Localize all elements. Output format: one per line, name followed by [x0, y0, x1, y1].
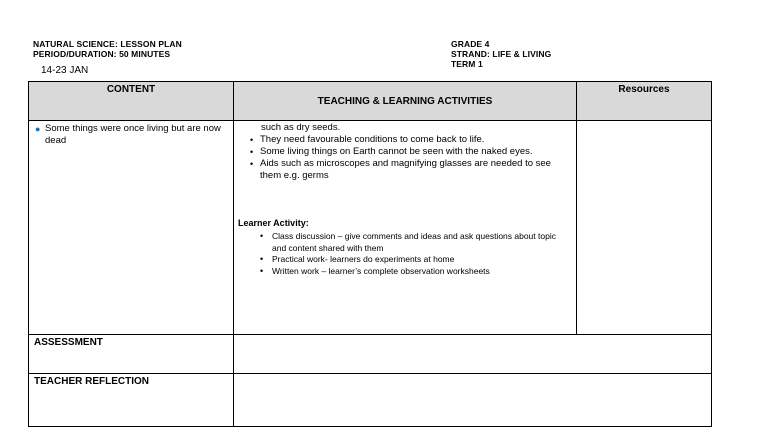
assessment-label: ASSESSMENT — [29, 335, 234, 373]
table-header-row — [29, 82, 712, 121]
learner-activity-list — [234, 231, 576, 277]
bullet-icon: • — [260, 265, 264, 276]
bullet-icon: • — [260, 254, 264, 265]
activities-cell — [234, 121, 577, 335]
period-duration: PERIOD/DURATION: 50 MINUTES — [33, 49, 171, 59]
reflection-row — [29, 373, 712, 426]
assessment-row — [29, 335, 712, 373]
content-item — [29, 121, 233, 147]
list-item: • Some living things on Earth cannot be seen with the naked eyes. — [250, 146, 533, 158]
header-left — [33, 39, 182, 59]
list-item: • Class discussion – give comments and ideas and ask questions about topic and content shared with them — [260, 231, 556, 253]
term-label: TERM 1 — [451, 59, 483, 69]
bullet-icon: • — [260, 231, 264, 242]
list-item: • Written work – learner’s complete observation worksheets — [260, 265, 490, 276]
content-item-text: Some things were once living but are now dead — [45, 123, 221, 147]
bullet-icon: • — [250, 147, 254, 158]
list-item: • They need favourable conditions to come back to life. — [250, 134, 485, 146]
bullet-icon: • — [250, 159, 254, 170]
list-item: • Practical work- learners do experiments at home — [260, 254, 455, 265]
reflection-label: TEACHER REFLECTION — [29, 373, 234, 426]
lesson-plan-table — [28, 81, 712, 427]
header-right — [451, 39, 551, 69]
strand-label: STRAND: LIFE & LIVING — [451, 49, 552, 59]
activities-header: TEACHING & LEARNING ACTIVITIES — [234, 82, 577, 121]
learner-activity-heading: Learner Activity: — [238, 218, 309, 229]
assessment-value-cell — [234, 335, 712, 373]
reflection-value-cell — [234, 373, 712, 426]
grade-label: GRADE 4 — [451, 39, 490, 49]
list-item: • Aids such as microscopes and magnifying glasses are needed to see them e.g. germs — [250, 158, 551, 182]
bullet-icon: • — [250, 135, 254, 146]
activity-continuation: such as dry seeds. — [261, 122, 341, 134]
bullet-icon: ● — [35, 124, 41, 135]
resources-header: Resources — [577, 82, 712, 121]
table-body-row — [29, 121, 712, 335]
content-cell — [29, 121, 234, 335]
activity-bullet-list — [234, 134, 576, 182]
content-header: CONTENT — [29, 82, 234, 121]
subject-title: NATURAL SCIENCE: LESSON PLAN — [33, 39, 182, 49]
resources-cell — [577, 121, 712, 335]
lesson-date: 14-23 JAN — [41, 65, 89, 76]
